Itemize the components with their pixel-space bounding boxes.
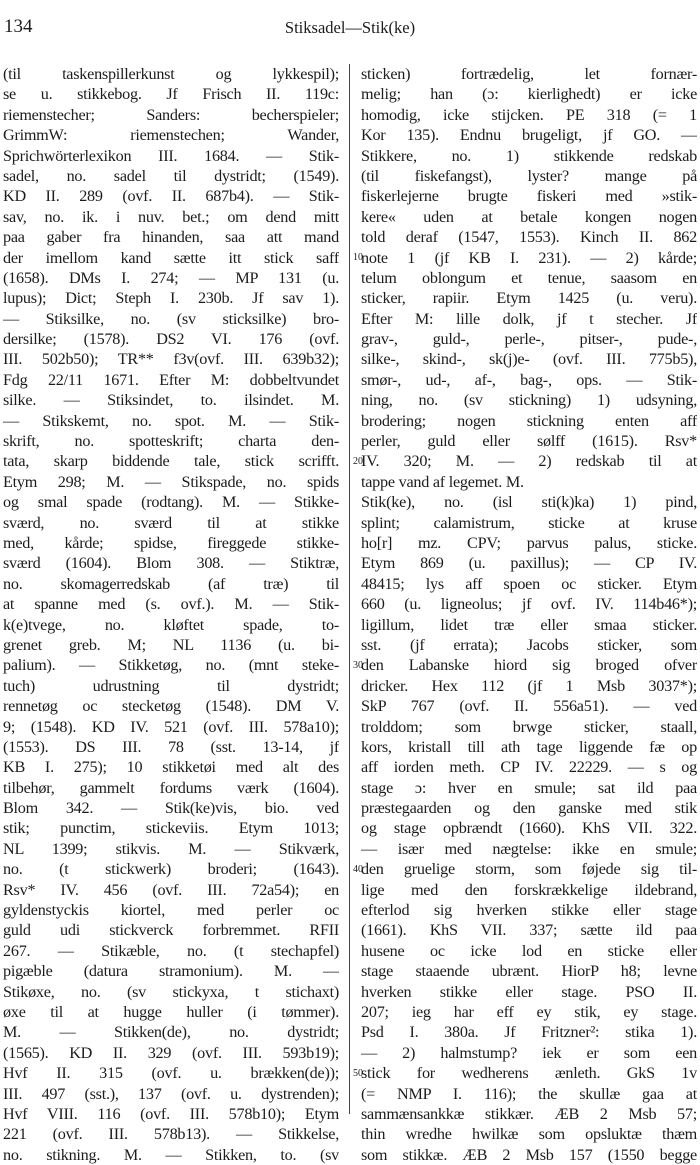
right-column-line: thin wredhe hwilkæ som opsluktæ thæm: [361, 1125, 697, 1144]
right-column-line: 207; ieg har eff ey stik, ey stage.: [361, 1002, 697, 1021]
right-column-line: tappe vand af legemet. M.: [361, 472, 524, 491]
page-number: 134: [4, 16, 33, 37]
right-column-line: perler, guld eller sølff (1615). Rsv*: [361, 432, 697, 451]
left-column-line: sværd, no. sværd til at stikke: [3, 513, 339, 532]
left-column-line: riemenstecher; Sanders: becherspieler;: [3, 105, 339, 124]
left-column-line: se u. stikkebog. Jf Frisch II. 119c:: [3, 85, 339, 104]
right-column-line: 48415; lys aff spoen oc sticker. Etym: [361, 574, 697, 593]
left-column-line: sav, no. ik. i nuv. bet.; om dend mitt: [3, 207, 339, 226]
left-column-line: Stikøxe, no. (sv stickyxa, t stichaxt): [3, 982, 339, 1001]
right-column-line: dricker. Hex 112 (jf 1 Msb 3037*);: [361, 676, 697, 695]
left-column-line: k(e)tvege, no. kløftet spade, to-: [3, 615, 339, 634]
right-column-line: efterlod sig hverken stikke eller stage: [361, 901, 697, 920]
right-column-line: trolddom; som brwge sticker, staall,: [361, 717, 697, 736]
left-column-line: at spanne med (s. ovf.). M. — Stik-: [3, 595, 339, 614]
right-column-line: IV. 320; M. — 2) redskab til at: [361, 452, 697, 471]
left-column-line: tilbehør, gammelt fordums værk (1604).: [3, 778, 339, 797]
right-column-line: told deraf (1547, 1553). Kinch II. 862: [361, 228, 697, 247]
left-column-line: III. 502b50); TR** f3v(ovf. III. 639b32);: [3, 350, 339, 369]
right-column-line: melig; han (ɔ: kierlighedt) er icke: [361, 85, 697, 104]
right-column-line: Etym 869 (u. paxillus); — CP IV.: [361, 554, 697, 573]
right-column-line: sticken) fortrædelig, let fornær-: [361, 65, 697, 83]
left-column-line: lupus); Dict; Steph I. 230b. Jf sav 1).: [3, 289, 339, 308]
right-column-line: stage ɔ: hver en smule; sat ild paa: [361, 778, 697, 797]
left-column-line: Hvf II. 315 (ovf. u. brækken(de));: [3, 1064, 339, 1083]
line-number: 10: [353, 251, 363, 263]
left-column-line: no. stikning. M. — Stikken, to. (sv: [3, 1145, 339, 1164]
left-column-line: Etym 298; M. — Stikspade, no. spids: [3, 472, 339, 491]
right-column-line: homodig, icke stijcken. PE 318 (= 1: [361, 105, 697, 124]
left-column-line: no. skomagerredskab (af træ) til: [3, 574, 339, 593]
right-column-line: aff iorden meth. CP IV. 22229. — s og: [361, 758, 697, 777]
left-column-line: øxe til at hugge huller (i tømmer).: [3, 1002, 339, 1021]
right-column-line: sticker, rapiir. Etym 1425 (u. veru).: [361, 289, 697, 308]
left-column-line: no. (t stickwerk) broderi; (1643).: [3, 860, 339, 879]
left-column-line: Rsv* IV. 456 (ovf. III. 72a54); en: [3, 880, 339, 899]
right-column-line: grav-, guld-, perle-, pitser-, pude-,: [361, 330, 697, 349]
line-number: 50: [353, 1067, 363, 1079]
right-column-line: den Labanske hiord sig broged ofver: [361, 656, 697, 675]
right-column-line: stick for wedherens ænleth. GkS 1v: [361, 1064, 697, 1083]
left-column-line: (1565). KD II. 329 (ovf. III. 593b19);: [3, 1043, 339, 1062]
right-column-line: ho[r] mz. CPV; parvus palus, sticke.: [361, 533, 697, 552]
right-column-line: SkP 767 (ovf. II. 556a51). — ved: [361, 697, 697, 716]
left-column-line: pigæble (datura stramonium). M. —: [3, 962, 339, 981]
right-column-line: Stik(ke), no. (isl sti(k)ka) 1) pind,: [361, 493, 697, 512]
left-column-line: og smal spade (rodtang). M. — Stikke-: [3, 493, 339, 512]
right-column-line: splint; calamistrum, sticke at kruse: [361, 513, 697, 532]
left-column-line: M. — Stikken(de), no. dystridt;: [3, 1023, 339, 1042]
left-column: [3, 64, 339, 1165]
left-column-line: palium). — Stikketøg, no. (mnt steke-: [3, 656, 339, 675]
right-column-line: Psd I. 380a. Jf Fritzner²: stika 1).: [361, 1023, 697, 1042]
right-column-line: (= NMP I. 116); the skullæ gaa at: [361, 1084, 697, 1103]
right-column-line: præstegaarden og den ganske med stik: [361, 799, 697, 818]
left-column-line: 221 (ovf. III. 578b13). — Stikkelse,: [3, 1125, 339, 1144]
left-column-line: sværd (1604). Blom 308. — Stiktræ,: [3, 554, 339, 573]
left-column-line: III. 497 (sst.), 137 (ovf. u. dystrenden);: [3, 1084, 339, 1103]
right-column: [361, 64, 697, 1165]
right-column-line: den gruelige storm, som føjede sig til-: [361, 860, 697, 879]
left-column-line: Hvf VIII. 116 (ovf. III. 578b10); Etym: [3, 1104, 339, 1123]
left-column-line: (1553). DS III. 78 (sst. 13-14, jf: [3, 737, 339, 756]
left-column-line: grenet greb. M; NL 1136 (u. bi-: [3, 635, 339, 654]
left-column-line: Blom 342. — Stik(ke)vis, bio. ved: [3, 799, 339, 818]
right-column-line: Kor 135). Endnu brugeligt, jf GO. —: [361, 126, 697, 145]
left-column-line: Sprichwörterlexikon III. 1684. — Stik-: [3, 146, 339, 165]
line-number: 20: [353, 455, 363, 467]
left-column-line: stik; punctim, stickeviis. Etym 1013;: [3, 819, 339, 838]
right-column-line: note 1 (jf KB I. 231). — 2) kårde;: [361, 248, 697, 267]
left-column-line: gyldenstyckis kiortel, med perler oc: [3, 901, 339, 920]
left-column-line: skrift, no. spotteskrift; charta den-: [3, 432, 339, 451]
right-column-line: Stikkere, no. 1) stikkende redskab: [361, 146, 697, 165]
left-column-line: sadel, no. sadel til dystridt; (1549).: [3, 166, 339, 185]
right-column-line: brodering; nogen stickning enten aff: [361, 411, 697, 430]
left-column-line: guld udi stickverck forbremmet. RFII: [3, 921, 339, 940]
right-column-line: lige med den forskrækkelige ildebrand,: [361, 880, 697, 899]
left-column-line: med, kårde; spidse, fireggede stikke-: [3, 533, 339, 552]
left-column-line: 9; (1548). KD IV. 521 (ovf. III. 578a10);: [3, 717, 339, 736]
right-column-line: ning, no. (sv stickning) 1) udsyning,: [361, 391, 697, 410]
left-column-line: paa gaber fra hinanden, saa att mand: [3, 228, 339, 247]
right-column-line: smør-, ud-, af-, bag-, ops. — Stik-: [361, 370, 697, 389]
left-column-line: der imellom kand sætte itt stick saff: [3, 248, 339, 267]
right-column-line: hverken stikke eller stage. PSO II.: [361, 982, 697, 1001]
left-column-line: GrimmW: riemenstechen; Wander,: [3, 126, 339, 145]
left-column-line: (1658). DMs I. 274; — MP 131 (u.: [3, 268, 339, 287]
left-column-line: (til taskenspillerkunst og lykkespil);: [3, 65, 339, 83]
right-column-line: og stage opbrændt (1660). KhS VII. 322.: [361, 819, 697, 838]
page-header: [0, 10, 700, 46]
left-column-line: KB I. 275); 10 stikketøi med alt des: [3, 758, 339, 777]
right-column-line: — 2) halmstump? iek er som een: [361, 1043, 697, 1062]
right-column-line: sst. (jf errata); Jacobs sticker, som: [361, 635, 697, 654]
right-column-line: kors, kristall till ath tage liggende fæ op: [361, 737, 697, 756]
right-column-line: Efter M: lille dolk, jf t stecher. Jf: [361, 309, 697, 328]
left-column-line: 267. — Stikæble, no. (t stechapfel): [3, 941, 339, 960]
left-column-line: dersilke; (1578). DS2 VI. 176 (ovf.: [3, 330, 339, 349]
running-head: Stiksadel—Stik(ke): [284, 18, 416, 37]
left-column-line: NL 1399; stikvis. M. — Stikværk,: [3, 839, 339, 858]
right-column-line: (til fiskefangst), lyster? mange på: [361, 166, 697, 185]
right-column-line: (1661). KhS VII. 337; sætte ild paa: [361, 921, 697, 940]
left-column-line: Fdg 22/11 1671. Efter M: dobbeltvundet: [3, 370, 339, 389]
left-column-line: rennetøg oc stecketøg (1548). DM V.: [3, 697, 339, 716]
right-column-line: stage staaende ubrænt. HiorP h8; levne: [361, 962, 697, 981]
left-column-line: tuch) udrustning til dystridt;: [3, 676, 339, 695]
right-column-line: silke-, skind-, sk(j)e- (ovf. III. 775b5),: [361, 350, 697, 369]
column-divider: [349, 64, 350, 1114]
right-column-line: kere« uden at betale kongen nogen: [361, 207, 697, 226]
left-column-line: — Stiksilke, no. (sv sticksilke) bro-: [3, 309, 339, 328]
right-column-line: — især med nægtelse: ikke en smule;: [361, 839, 697, 858]
right-column-line: sammænsankkæ stikkær. ÆB 2 Msb 57;: [361, 1104, 697, 1123]
right-column-line: som stikkæ. ÆB 2 Msb 157 (1550 begge: [361, 1145, 697, 1164]
line-number: 40: [353, 863, 363, 875]
line-number: 30: [353, 659, 363, 671]
left-column-line: silke. — Stiksindet, to. ilsindet. M.: [3, 391, 339, 410]
right-column-line: 660 (u. ligneolus; jf ovf. IV. 114b46*);: [361, 595, 697, 614]
right-column-line: fiskerlejerne brugte fiskeri med »stik-: [361, 187, 697, 206]
right-column-line: ligillum, lidet træ eller smaa sticker.: [361, 615, 697, 634]
left-column-line: — Stikskemt, no. spot. M. — Stik-: [3, 411, 339, 430]
right-column-line: telum oblongum et tenue, saasom en: [361, 268, 697, 287]
left-column-line: KD II. 289 (ovf. II. 687b4). — Stik-: [3, 187, 339, 206]
right-column-line: husene oc icke lod en sticke eller: [361, 941, 697, 960]
left-column-line: tata, skarp biddende tale, stick scrifft.: [3, 452, 339, 471]
